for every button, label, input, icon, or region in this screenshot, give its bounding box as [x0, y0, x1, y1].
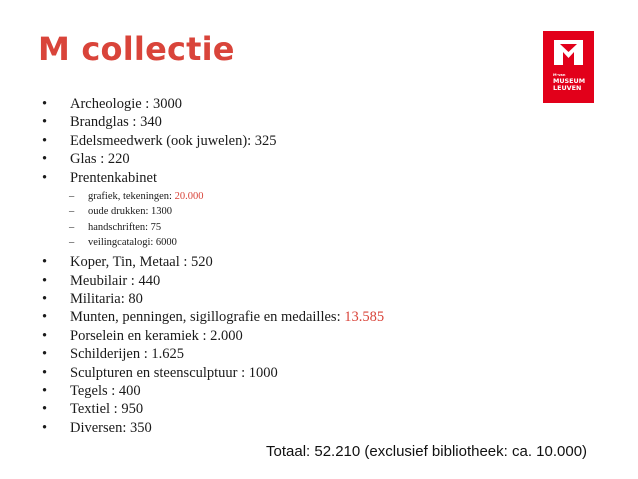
list-item: • Textiel : 950	[42, 400, 384, 418]
list-item: • Edelsmeedwerk (ook juwelen): 325	[42, 132, 384, 150]
highlight-value: 13.585	[344, 309, 385, 326]
m-museum-logo-icon	[554, 40, 583, 65]
list-item: • Diversen: 350	[42, 419, 384, 437]
sub-list-item: – oude drukken: 1300	[70, 204, 384, 219]
sub-list-item: – handschriften: 75	[70, 220, 384, 235]
list-item: • Porselein en keramiek : 2.000	[42, 327, 384, 345]
sub-list-item: – grafiek, tekeningen: 20.000	[70, 189, 384, 204]
logo-line-2: MUSEUM	[553, 77, 586, 85]
list-item: • Schilderijen : 1.625	[42, 345, 384, 363]
list-item: • Sculpturen en steensculptuur : 1000	[42, 364, 384, 382]
page-title: M collectie	[38, 30, 235, 68]
collection-list	[42, 95, 384, 437]
list-item: • Archeologie : 3000	[42, 95, 384, 113]
total-summary: Totaal: 52.210 (exclusief bibliotheek: ca. 10.000)	[266, 443, 588, 460]
logo-line-1: M-van	[553, 73, 566, 77]
list-item: • Munten, penningen, sigillografie en medailles: 13.585	[42, 308, 384, 326]
list-item: • Glas : 220	[42, 150, 384, 168]
list-item: • Brandglas : 340	[42, 113, 384, 131]
list-item: • Meubilair : 440	[42, 272, 384, 290]
logo-line-3: LEUVEN	[553, 84, 582, 92]
list-item: • Prentenkabinet – grafiek, tekeningen: 20.000 – oude drukken: 1300 – handschriften: 75 – veilingcatalogi: 6000	[42, 169, 384, 251]
logo-text	[553, 73, 585, 92]
prentenkabinet-sublist	[70, 189, 384, 250]
list-item: • Militaria: 80	[42, 290, 384, 308]
sub-list-item: – veilingcatalogi: 6000	[70, 235, 384, 250]
list-item: • Tegels : 400	[42, 382, 384, 400]
highlight-value: 20.000	[174, 191, 204, 203]
list-item: • Koper, Tin, Metaal : 520	[42, 253, 384, 271]
museum-logo	[543, 31, 594, 103]
